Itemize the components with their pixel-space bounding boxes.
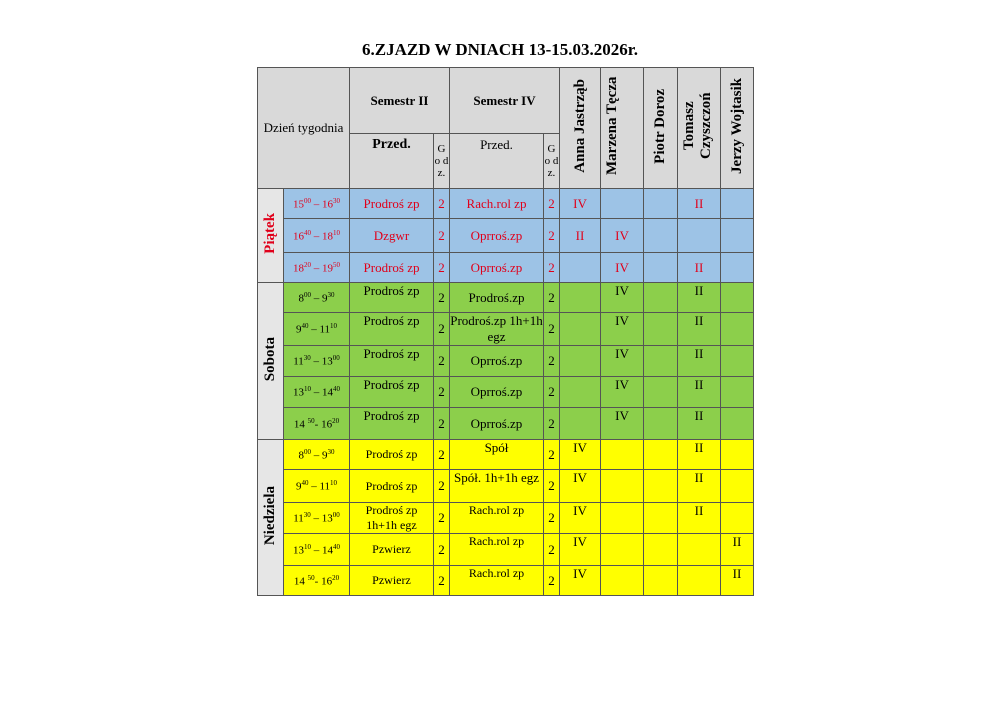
hours-sem4-cell: 2 <box>544 440 560 470</box>
subject-sem2-cell: Prodroś zp 1h+1h egz <box>350 503 434 534</box>
table-row <box>258 346 754 377</box>
semester-4-header: Semestr IV <box>450 68 560 134</box>
hours-sem2-cell: 2 <box>434 534 450 566</box>
subject-sem2-cell: Prodroś zp <box>350 189 434 219</box>
hours-sem2-cell: 2 <box>434 313 450 346</box>
teacher-cell-3 <box>644 377 678 408</box>
hours-sem4-cell: 2 <box>544 253 560 283</box>
teacher-cell-3 <box>644 346 678 377</box>
teacher-cell-1: IV <box>560 470 601 503</box>
subject-sem2-cell: Pzwierz <box>350 534 434 566</box>
table-row <box>258 566 754 596</box>
hours-sem2-cell: 2 <box>434 189 450 219</box>
subject-sem2-cell: Pzwierz <box>350 566 434 596</box>
day-column-header: Dzień tygodnia <box>258 68 350 189</box>
time-cell: $8^{00} - 9^{30}$ <box>284 440 350 470</box>
teacher-cell-2: IV <box>601 219 644 253</box>
teacher-cell-4 <box>678 219 721 253</box>
teacher-cell-2 <box>601 566 644 596</box>
subject-sem2-cell: Dzgwr <box>350 219 434 253</box>
teacher-cell-1: IV <box>560 189 601 219</box>
subject-sem4-cell: Oprroś.zp <box>450 253 544 283</box>
subject-sem4-cell: Spół. 1h+1h egz <box>450 470 544 503</box>
table-row <box>258 440 754 470</box>
teacher-cell-5: II <box>721 534 754 566</box>
time-cell: $8^{00} - 9^{30}$ <box>284 283 350 313</box>
teacher-cell-3 <box>644 440 678 470</box>
teacher-cell-1: IV <box>560 503 601 534</box>
time-cell: $13^{10} - 14^{40}$ <box>284 534 350 566</box>
teacher-cell-2: IV <box>601 377 644 408</box>
page-title: 6.ZJAZD W DNIACH 13-15.03.2026r. <box>362 40 638 59</box>
time-cell: $16^{40} - 18^{10}$ <box>284 219 350 253</box>
hours-sem2-cell: 2 <box>434 470 450 503</box>
subject-sem4-cell: Oprroś.zp <box>450 346 544 377</box>
table-row <box>258 189 754 219</box>
table-row <box>258 408 754 440</box>
teacher-cell-2 <box>601 503 644 534</box>
teacher-cell-5 <box>721 470 754 503</box>
teacher-cell-2: IV <box>601 283 644 313</box>
teacher-cell-3 <box>644 219 678 253</box>
teacher-cell-5 <box>721 377 754 408</box>
teacher-cell-2: IV <box>601 313 644 346</box>
schedule-body <box>258 189 754 596</box>
teacher-cell-3 <box>644 189 678 219</box>
teacher-cell-3 <box>644 503 678 534</box>
teacher-cell-3 <box>644 253 678 283</box>
hours-sem4-cell: 2 <box>544 408 560 440</box>
hours-sem4-cell: 2 <box>544 534 560 566</box>
teacher-cell-3 <box>644 534 678 566</box>
subject-sem4-cell: Oprroś.zp <box>450 219 544 253</box>
time-cell: $11^{30} - 13^{00}$ <box>284 346 350 377</box>
teacher-cell-1 <box>560 313 601 346</box>
table-row <box>258 219 754 253</box>
hours-sem2-cell: 2 <box>434 346 450 377</box>
hours-sem2-cell: 2 <box>434 440 450 470</box>
table-row <box>258 313 754 346</box>
teacher-cell-1 <box>560 377 601 408</box>
day-name-cell: Piątek <box>258 189 284 283</box>
teacher-cell-2 <box>601 470 644 503</box>
teacher-cell-5 <box>721 253 754 283</box>
teacher-cell-3 <box>644 283 678 313</box>
teacher-cell-1 <box>560 253 601 283</box>
teacher-cell-4: II <box>678 346 721 377</box>
teacher-cell-2: IV <box>601 253 644 283</box>
teacher-cell-3 <box>644 408 678 440</box>
subject-sem4-cell: Rach.rol zp <box>450 189 544 219</box>
table-row <box>258 503 754 534</box>
subject-sem4-cell: Spół <box>450 440 544 470</box>
teacher-cell-4 <box>678 534 721 566</box>
subject-sem2-cell: Prodroś zp <box>350 440 434 470</box>
schedule-table <box>257 67 754 596</box>
hours-sem4-cell: 2 <box>544 283 560 313</box>
przed-header-sem4: Przed. <box>450 134 544 189</box>
teacher-cell-4: II <box>678 503 721 534</box>
teacher-cell-2 <box>601 189 644 219</box>
teacher-cell-1: IV <box>560 534 601 566</box>
hours-sem4-cell: 2 <box>544 189 560 219</box>
hours-sem2-cell: 2 <box>434 219 450 253</box>
subject-sem2-cell: Prodroś zp <box>350 313 434 346</box>
teacher-cell-3 <box>644 470 678 503</box>
teacher-cell-1: IV <box>560 566 601 596</box>
teacher-header-5: Jerzy Wojtasik <box>721 68 754 189</box>
hours-sem4-cell: 2 <box>544 470 560 503</box>
teacher-cell-5: II <box>721 566 754 596</box>
time-cell: $9^{40} - 11^{10}$ <box>284 313 350 346</box>
time-cell: 14 $^{50}$- $16^{20}$ <box>284 408 350 440</box>
time-cell: $15^{00} - 16^{30}$ <box>284 189 350 219</box>
subject-sem2-cell: Prodroś zp <box>350 408 434 440</box>
table-row <box>258 283 754 313</box>
hours-sem2-cell: 2 <box>434 408 450 440</box>
teacher-cell-4 <box>678 566 721 596</box>
hours-sem2-cell: 2 <box>434 503 450 534</box>
teacher-cell-2 <box>601 534 644 566</box>
day-name-cell: Sobota <box>258 283 284 440</box>
teacher-header-1: Anna Jastrząb <box>560 68 601 189</box>
teacher-header-3: Piotr Doroz <box>644 68 678 189</box>
teacher-cell-5 <box>721 219 754 253</box>
subject-sem4-cell: Prodroś.zp 1h+1h egz <box>450 313 543 344</box>
teacher-header-4: Tomasz Czyszczoń <box>678 68 721 189</box>
teacher-cell-2: IV <box>601 346 644 377</box>
godz-header-sem4: G o d z. <box>544 134 560 189</box>
teacher-cell-3 <box>644 566 678 596</box>
teacher-cell-2 <box>601 440 644 470</box>
teacher-cell-5 <box>721 189 754 219</box>
teacher-cell-5 <box>721 283 754 313</box>
teacher-cell-5 <box>721 440 754 470</box>
teacher-cell-1: IV <box>560 440 601 470</box>
table-row <box>258 377 754 408</box>
teacher-cell-4: II <box>678 283 721 313</box>
teacher-cell-5 <box>721 346 754 377</box>
teacher-cell-4: II <box>678 313 721 346</box>
subject-sem4-cell: Rach.rol zp <box>450 566 544 596</box>
table-row <box>258 253 754 283</box>
teacher-header-2: Marzena Tęcza <box>601 68 644 189</box>
semester-2-header: Semestr II <box>350 68 450 134</box>
teacher-cell-1 <box>560 346 601 377</box>
table-row <box>258 470 754 503</box>
subject-sem4-cell: Oprroś.zp <box>450 408 544 440</box>
teacher-cell-4: II <box>678 408 721 440</box>
hours-sem4-cell: 2 <box>544 346 560 377</box>
subject-sem2-cell: Prodroś zp <box>350 470 434 503</box>
subject-sem4-cell: Oprroś.zp <box>450 377 544 408</box>
hours-sem2-cell: 2 <box>434 566 450 596</box>
subject-sem4-cell: Rach.rol zp <box>450 534 544 566</box>
subject-sem2-cell: Prodroś zp <box>350 283 434 313</box>
teacher-cell-1: II <box>560 219 601 253</box>
hours-sem2-cell: 2 <box>434 377 450 408</box>
teacher-cell-4: II <box>678 377 721 408</box>
subject-sem2-cell: Prodroś zp <box>350 253 434 283</box>
teacher-cell-5 <box>721 408 754 440</box>
subject-sem4-cell: Prodroś.zp <box>450 283 544 313</box>
time-cell: 14 $^{50}$- $16^{20}$ <box>284 566 350 596</box>
teacher-cell-4: II <box>678 440 721 470</box>
subject-sem2-cell: Prodroś zp <box>350 377 434 408</box>
teacher-cell-5 <box>721 503 754 534</box>
teacher-cell-4: II <box>678 189 721 219</box>
teacher-cell-3 <box>644 313 678 346</box>
hours-sem4-cell: 2 <box>544 313 560 346</box>
teacher-cell-5 <box>721 313 754 346</box>
time-cell: $11^{30} - 13^{00}$ <box>284 503 350 534</box>
teacher-cell-2: IV <box>601 408 644 440</box>
hours-sem4-cell: 2 <box>544 219 560 253</box>
teacher-cell-1 <box>560 283 601 313</box>
subject-sem2-cell: Prodroś zp <box>350 346 434 377</box>
day-name-cell: Niedziela <box>258 440 284 596</box>
teacher-cell-4: II <box>678 253 721 283</box>
hours-sem4-cell: 2 <box>544 503 560 534</box>
subject-sem4-cell: Rach.rol zp <box>450 503 544 534</box>
hours-sem4-cell: 2 <box>544 377 560 408</box>
teacher-cell-1 <box>560 408 601 440</box>
time-cell: $18^{20} - 19^{50}$ <box>284 253 350 283</box>
hours-sem4-cell: 2 <box>544 566 560 596</box>
hours-sem2-cell: 2 <box>434 253 450 283</box>
teacher-cell-4: II <box>678 470 721 503</box>
godz-header-sem2: G o d z. <box>434 134 450 189</box>
table-row <box>258 534 754 566</box>
time-cell: $9^{40} - 11^{10}$ <box>284 470 350 503</box>
przed-header-sem2: Przed. <box>350 134 434 189</box>
hours-sem2-cell: 2 <box>434 283 450 313</box>
time-cell: $13^{10} - 14^{40}$ <box>284 377 350 408</box>
